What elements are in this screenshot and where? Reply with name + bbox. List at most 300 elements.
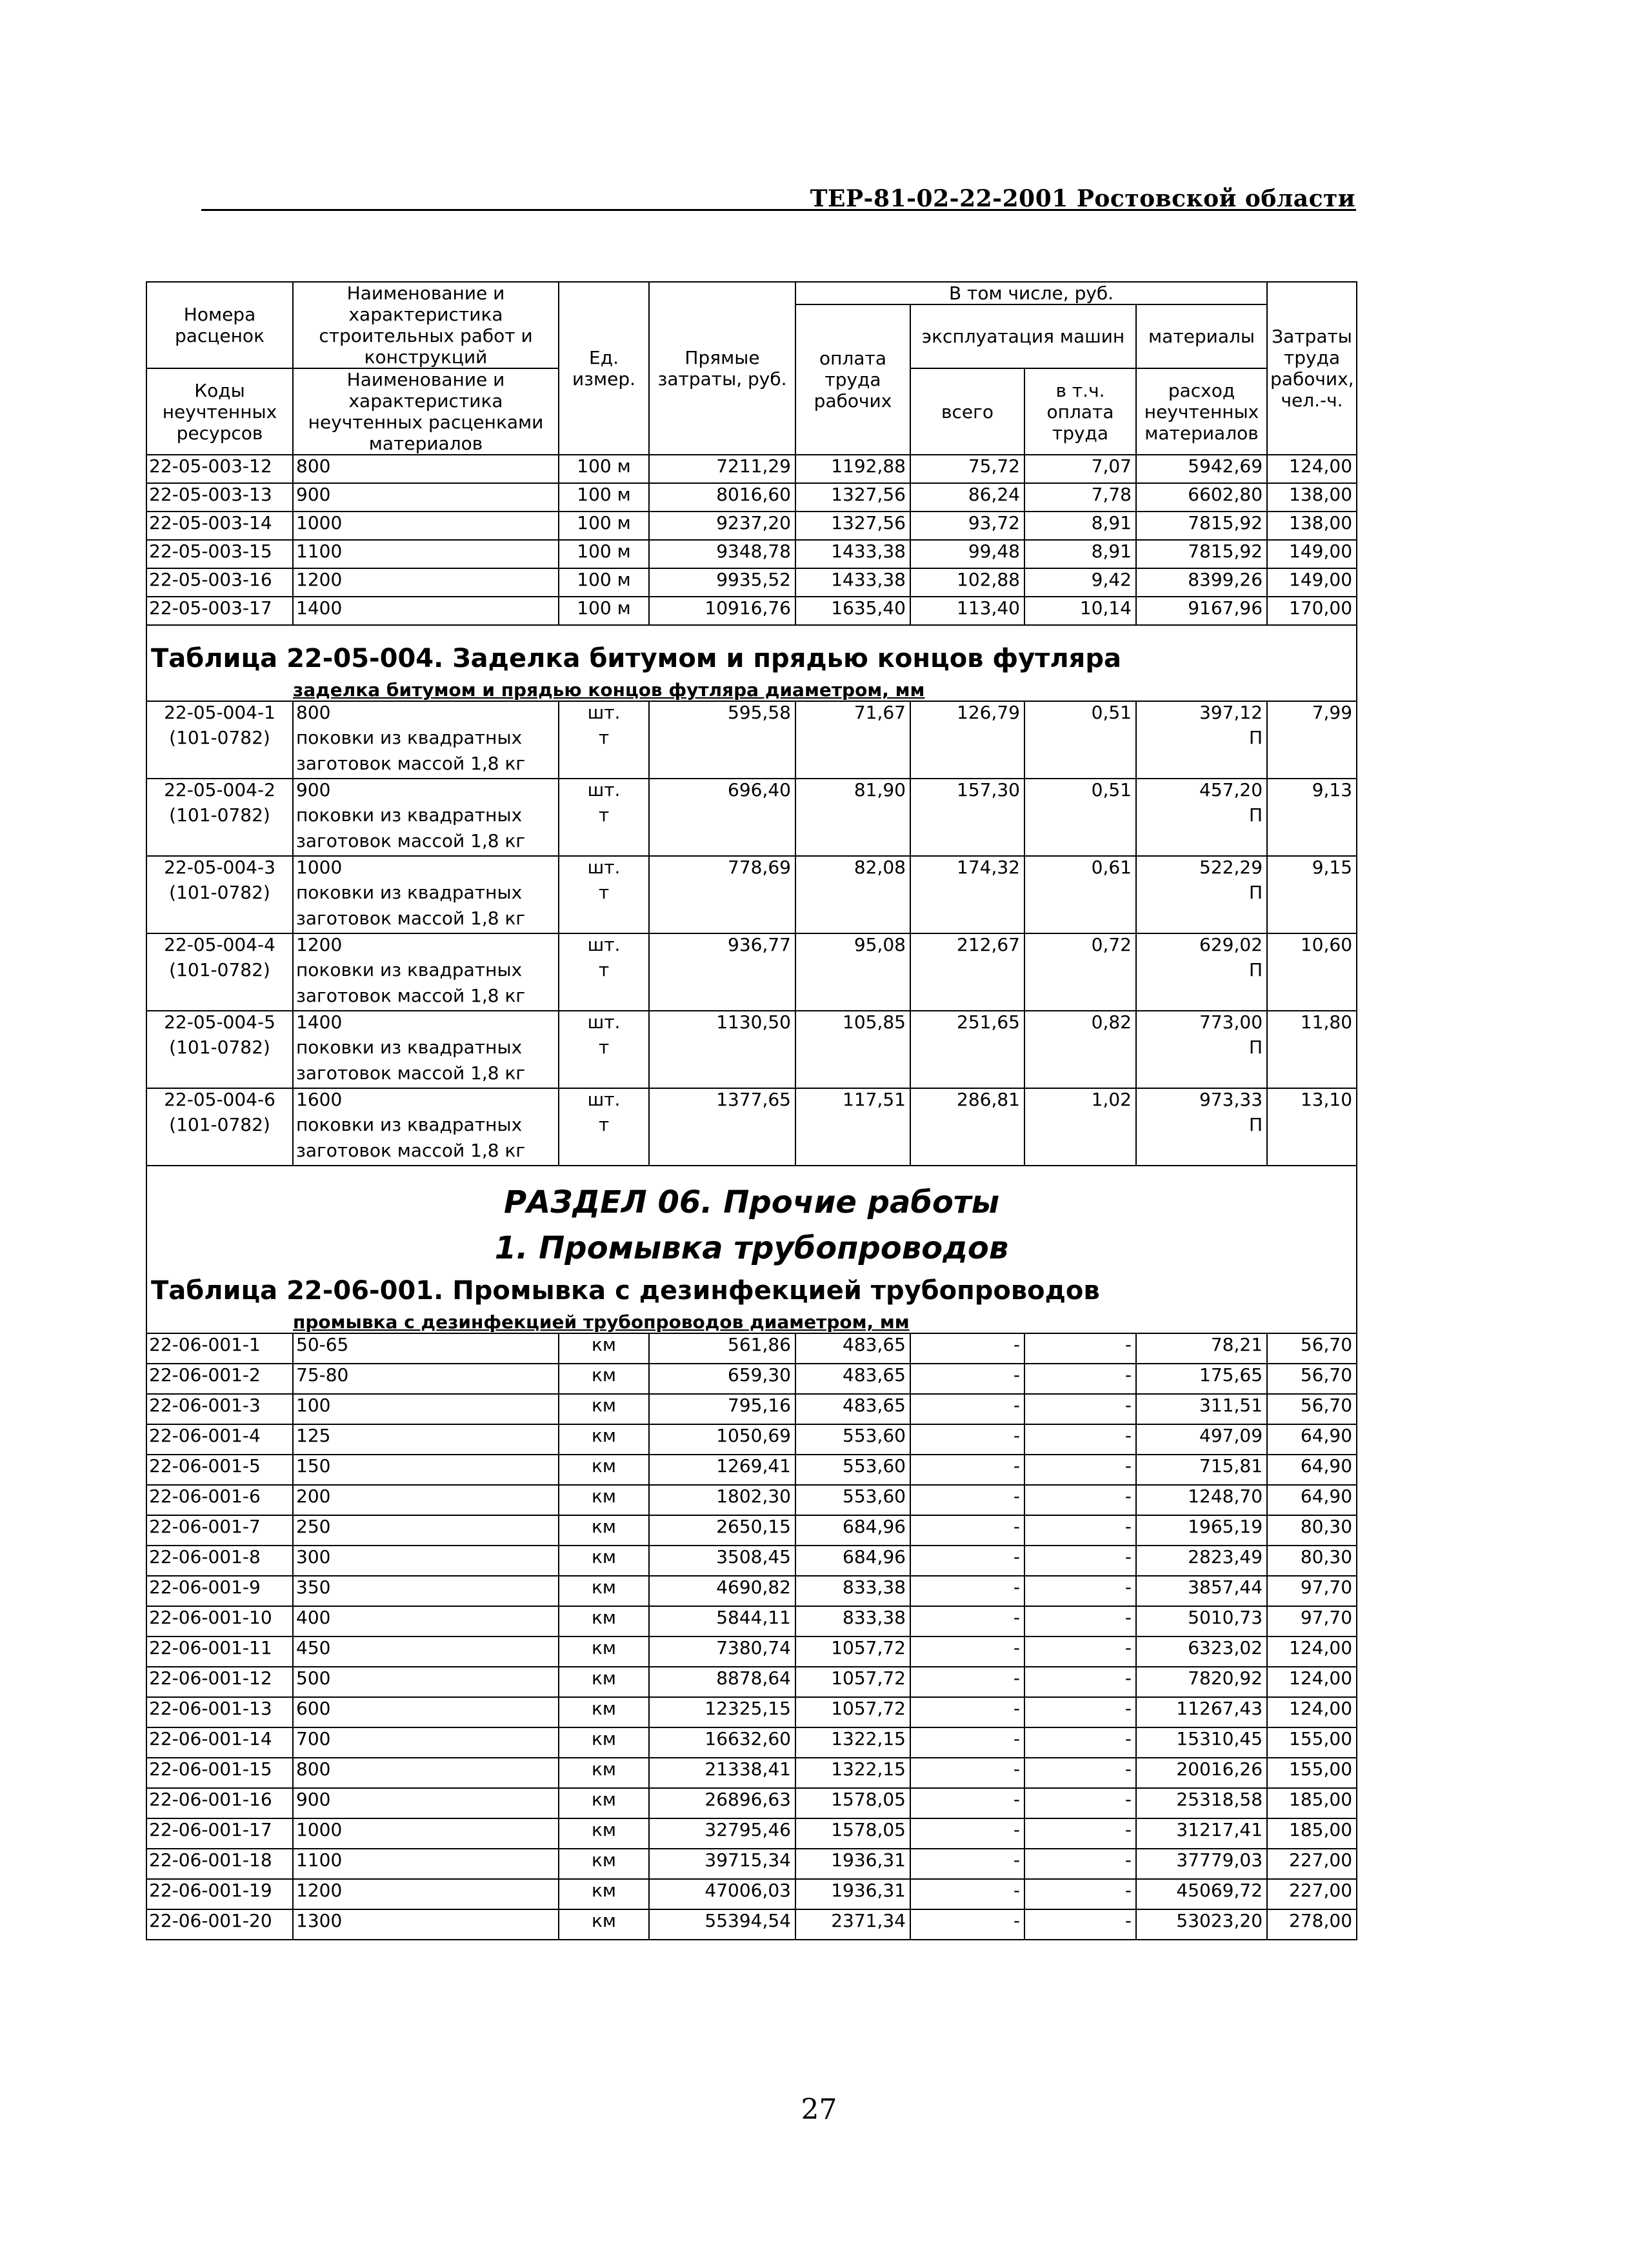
row-labor-cost: 149,00 (1267, 540, 1357, 568)
section-heading (146, 1166, 1357, 1333)
row-machines-labor: - (1024, 1455, 1136, 1485)
row-empty (649, 727, 795, 753)
rates-table (146, 281, 1357, 1940)
col-incl-header: В том числе, руб. (795, 282, 1267, 304)
row-empty (146, 1140, 293, 1166)
row-unit: км (559, 1667, 649, 1697)
row-empty (649, 753, 795, 779)
row-empty (559, 753, 649, 779)
row-empty (910, 804, 1024, 830)
col-mach-labor-header: в т.ч. оплата труда (1024, 368, 1136, 455)
row-machines-labor: 0,82 (1024, 1011, 1136, 1037)
row-empty (1024, 882, 1136, 908)
row-empty (910, 985, 1024, 1011)
row-materials: 45069,72 (1136, 1879, 1267, 1909)
row-resource-code: (101-0782) (146, 727, 293, 753)
table1-body (146, 455, 1357, 625)
row-materials: 773,00 (1136, 1011, 1267, 1037)
row-direct-cost: 9237,20 (649, 512, 795, 540)
row-empty (559, 985, 649, 1011)
row-direct-cost: 26896,63 (649, 1788, 795, 1818)
row-machines: 157,30 (910, 779, 1024, 804)
row-empty (146, 985, 293, 1011)
row-labor-cost: 149,00 (1267, 568, 1357, 597)
row-direct-cost: 55394,54 (649, 1909, 795, 1940)
row-resource-code: (101-0782) (146, 882, 293, 908)
row-empty (649, 804, 795, 830)
row-empty (795, 1114, 910, 1140)
row-unit: км (559, 1818, 649, 1849)
row-materials: 7815,92 (1136, 540, 1267, 568)
row-labor-cost: 97,70 (1267, 1606, 1357, 1636)
row-machines: - (910, 1788, 1024, 1818)
col-direct-header: Прямые затраты, руб. (649, 282, 795, 455)
row-name: 800 (293, 455, 559, 483)
row-labor-pay: 82,08 (795, 856, 910, 882)
row-labor-cost: 64,90 (1267, 1455, 1357, 1485)
row-machines-labor: 0,51 (1024, 779, 1136, 804)
table-row (146, 1879, 1357, 1909)
row-name: 350 (293, 1576, 559, 1606)
row-code: 22-06-001-14 (146, 1727, 293, 1758)
row-labor-cost: 227,00 (1267, 1879, 1357, 1909)
row-empty (1024, 959, 1136, 985)
table-row (146, 1606, 1357, 1636)
col-labor-pay-header: оплата труда рабочих (795, 304, 910, 455)
table-row-resource (146, 882, 1357, 908)
row-code: 22-06-001-15 (146, 1758, 293, 1788)
row-labor-pay: 1578,05 (795, 1818, 910, 1849)
row-code: 22-05-004-4 (146, 933, 293, 959)
row-machines-labor: - (1024, 1727, 1136, 1758)
row-materials: 53023,20 (1136, 1909, 1267, 1940)
row-code: 22-06-001-13 (146, 1697, 293, 1727)
row-direct-cost: 561,86 (649, 1333, 795, 1364)
row-empty (559, 1140, 649, 1166)
row-empty (649, 908, 795, 933)
row-direct-cost: 32795,46 (649, 1818, 795, 1849)
row-labor-cost: 9,13 (1267, 779, 1357, 804)
table-row (146, 1818, 1357, 1849)
row-machines: 113,40 (910, 597, 1024, 625)
table-row (146, 1088, 1357, 1114)
row-empty (795, 804, 910, 830)
col-code-header: Номера расценок (146, 282, 293, 368)
row-empty (910, 830, 1024, 856)
row-machines: - (910, 1636, 1024, 1667)
row-labor-pay: 81,90 (795, 779, 910, 804)
row-unit: км (559, 1424, 649, 1455)
row-labor-pay: 71,67 (795, 701, 910, 727)
row-name: 700 (293, 1727, 559, 1758)
row-empty (1024, 908, 1136, 933)
row-code: 22-06-001-3 (146, 1394, 293, 1424)
row-code: 22-06-001-17 (146, 1818, 293, 1849)
row-labor-pay: 1057,72 (795, 1697, 910, 1727)
row-name: 250 (293, 1515, 559, 1546)
row-empty (1267, 908, 1357, 933)
row-materials: 3857,44 (1136, 1576, 1267, 1606)
row-empty (1267, 959, 1357, 985)
row-unit: км (559, 1636, 649, 1667)
row-labor-cost: 7,99 (1267, 701, 1357, 727)
table-row (146, 779, 1357, 804)
row-machines-labor: 0,72 (1024, 933, 1136, 959)
row-empty (795, 882, 910, 908)
row-labor-pay: 1433,38 (795, 540, 910, 568)
row-labor-pay: 1057,72 (795, 1636, 910, 1667)
row-machines: - (910, 1909, 1024, 1940)
row-unit: км (559, 1606, 649, 1636)
row-machines-labor: 10,14 (1024, 597, 1136, 625)
row-labor-pay: 2371,34 (795, 1909, 910, 1940)
row-empty (1267, 727, 1357, 753)
row-code: 22-06-001-4 (146, 1424, 293, 1455)
row-empty (146, 1062, 293, 1088)
row-resource-code: (101-0782) (146, 1114, 293, 1140)
row-machines: - (910, 1333, 1024, 1364)
row-code: 22-06-001-18 (146, 1849, 293, 1879)
row-materials: 497,09 (1136, 1424, 1267, 1455)
row-resource-name: заготовок массой 1,8 кг (293, 908, 559, 933)
table2-body (146, 701, 1357, 1166)
row-unit: км (559, 1485, 649, 1515)
header-rule (201, 209, 1356, 211)
row-machines: - (910, 1546, 1024, 1576)
row-labor-cost: 170,00 (1267, 597, 1357, 625)
col-unit-header: Ед. измер. (559, 282, 649, 455)
row-direct-cost: 795,16 (649, 1394, 795, 1424)
row-unit: шт. (559, 933, 649, 959)
col-name-header: Наименование и характеристика строительных работ и конструкций (293, 282, 559, 368)
row-machines: 93,72 (910, 512, 1024, 540)
row-empty (1267, 882, 1357, 908)
row-resource-name: поковки из квадратных (293, 1037, 559, 1062)
row-machines: 86,24 (910, 483, 1024, 512)
row-direct-cost: 1050,69 (649, 1424, 795, 1455)
table-row-resource (146, 959, 1357, 985)
row-unit: км (559, 1849, 649, 1879)
row-resource-unit: т (559, 959, 649, 985)
row-labor-pay: 483,65 (795, 1364, 910, 1394)
row-empty (795, 727, 910, 753)
row-labor-cost: 185,00 (1267, 1818, 1357, 1849)
row-unit: км (559, 1333, 649, 1364)
table3-subtitle: промывка с дезинфекцией трубопроводов диаметром, мм (146, 1311, 1357, 1333)
row-code: 22-05-004-5 (146, 1011, 293, 1037)
row-labor-pay: 95,08 (795, 933, 910, 959)
section-title: РАЗДЕЛ 06. Прочие работы (146, 1166, 1357, 1221)
row-direct-cost: 5844,11 (649, 1606, 795, 1636)
row-labor-cost: 10,60 (1267, 933, 1357, 959)
row-empty (1024, 1062, 1136, 1088)
row-resource-code: (101-0782) (146, 959, 293, 985)
table-row (146, 933, 1357, 959)
row-empty (1267, 1114, 1357, 1140)
row-direct-cost: 1269,41 (649, 1455, 795, 1485)
row-materials: 9167,96 (1136, 597, 1267, 625)
page-number: 27 (801, 2093, 837, 2126)
row-empty (1024, 830, 1136, 856)
row-name: 450 (293, 1636, 559, 1667)
row-code: 22-05-004-2 (146, 779, 293, 804)
row-labor-cost: 138,00 (1267, 512, 1357, 540)
row-machines-labor: 0,51 (1024, 701, 1136, 727)
table-row (146, 1727, 1357, 1758)
row-machines-labor: - (1024, 1606, 1136, 1636)
row-direct-cost: 778,69 (649, 856, 795, 882)
table-row (146, 1576, 1357, 1606)
row-materials: 8399,26 (1136, 568, 1267, 597)
row-empty (1024, 753, 1136, 779)
table-row-resource (146, 727, 1357, 753)
row-machines: 126,79 (910, 701, 1024, 727)
table-row (146, 455, 1357, 483)
row-labor-pay: 684,96 (795, 1546, 910, 1576)
row-code: 22-05-004-3 (146, 856, 293, 882)
row-empty (910, 1140, 1024, 1166)
row-direct-cost: 1377,65 (649, 1088, 795, 1114)
row-machines-labor: 1,02 (1024, 1088, 1136, 1114)
row-labor-pay: 833,38 (795, 1606, 910, 1636)
row-unit: км (559, 1727, 649, 1758)
row-labor-cost: 155,00 (1267, 1727, 1357, 1758)
row-empty (1267, 985, 1357, 1011)
row-code: 22-06-001-8 (146, 1546, 293, 1576)
row-unit: км (559, 1546, 649, 1576)
row-empty (559, 908, 649, 933)
row-name: 1600 (293, 1088, 559, 1114)
row-machines-labor: - (1024, 1636, 1136, 1667)
row-machines: - (910, 1485, 1024, 1515)
row-name: 1200 (293, 568, 559, 597)
row-machines: 102,88 (910, 568, 1024, 597)
row-materials-flag: П (1136, 804, 1267, 830)
row-materials-flag: П (1136, 882, 1267, 908)
row-direct-cost: 8016,60 (649, 483, 795, 512)
row-resource-unit: т (559, 1114, 649, 1140)
row-empty (1024, 727, 1136, 753)
row-empty (1024, 804, 1136, 830)
row-unit: км (559, 1697, 649, 1727)
row-unit: км (559, 1515, 649, 1546)
row-direct-cost: 9348,78 (649, 540, 795, 568)
row-empty (649, 882, 795, 908)
row-unit: шт. (559, 701, 649, 727)
row-unit: шт. (559, 1011, 649, 1037)
row-machines-labor: - (1024, 1546, 1136, 1576)
row-resource-name: заготовок массой 1,8 кг (293, 830, 559, 856)
row-code: 22-05-004-6 (146, 1088, 293, 1114)
row-machines: - (910, 1515, 1024, 1546)
row-code: 22-06-001-6 (146, 1485, 293, 1515)
row-materials: 973,33 (1136, 1088, 1267, 1114)
row-labor-pay: 553,60 (795, 1455, 910, 1485)
row-materials: 31217,41 (1136, 1818, 1267, 1849)
row-empty (795, 959, 910, 985)
row-resource-code: (101-0782) (146, 1037, 293, 1062)
row-empty (795, 1140, 910, 1166)
table2-subtitle: заделка битумом и прядью концов футляра диаметром, мм (146, 679, 1357, 701)
row-empty (649, 1114, 795, 1140)
row-unit: 100 м (559, 597, 649, 625)
row-machines: 75,72 (910, 455, 1024, 483)
row-unit: км (559, 1788, 649, 1818)
row-resource-unit: т (559, 804, 649, 830)
row-unit: 100 м (559, 483, 649, 512)
row-code: 22-06-001-16 (146, 1788, 293, 1818)
row-empty (795, 1037, 910, 1062)
row-materials: 2823,49 (1136, 1546, 1267, 1576)
row-labor-cost: 56,70 (1267, 1394, 1357, 1424)
row-direct-cost: 1130,50 (649, 1011, 795, 1037)
row-machines-labor: 7,78 (1024, 483, 1136, 512)
row-labor-cost: 185,00 (1267, 1788, 1357, 1818)
row-unit: 100 м (559, 568, 649, 597)
table-row (146, 1011, 1357, 1037)
row-materials: 7820,92 (1136, 1667, 1267, 1697)
row-empty (910, 1114, 1024, 1140)
row-name: 800 (293, 701, 559, 727)
table-row (146, 512, 1357, 540)
col-labor-cost-header: Затраты труда рабочих, чел.-ч. (1267, 282, 1357, 455)
row-unit: км (559, 1455, 649, 1485)
row-labor-pay: 483,65 (795, 1333, 910, 1364)
row-materials: 175,65 (1136, 1364, 1267, 1394)
row-empty (649, 959, 795, 985)
row-direct-cost: 16632,60 (649, 1727, 795, 1758)
row-labor-cost: 155,00 (1267, 1758, 1357, 1788)
row-machines-labor: - (1024, 1515, 1136, 1546)
row-empty (559, 1062, 649, 1088)
table-row (146, 856, 1357, 882)
header-title: ТЕР-81-02-22-2001 Ростовской области (810, 185, 1355, 212)
row-materials: 5010,73 (1136, 1606, 1267, 1636)
row-resource-name: поковки из квадратных (293, 804, 559, 830)
table-row-resource (146, 985, 1357, 1011)
row-empty (910, 727, 1024, 753)
row-materials: 6602,80 (1136, 483, 1267, 512)
row-labor-pay: 1192,88 (795, 455, 910, 483)
row-empty (910, 1062, 1024, 1088)
row-unit: км (559, 1364, 649, 1394)
row-unit: км (559, 1576, 649, 1606)
table-row (146, 1788, 1357, 1818)
table-row (146, 597, 1357, 625)
row-name: 900 (293, 483, 559, 512)
row-code: 22-06-001-2 (146, 1364, 293, 1394)
row-direct-cost: 12325,15 (649, 1697, 795, 1727)
row-labor-pay: 1327,56 (795, 512, 910, 540)
row-machines-labor: 0,61 (1024, 856, 1136, 882)
row-materials: 1965,19 (1136, 1515, 1267, 1546)
row-materials: 20016,26 (1136, 1758, 1267, 1788)
row-labor-cost: 124,00 (1267, 455, 1357, 483)
row-labor-cost: 13,10 (1267, 1088, 1357, 1114)
row-name: 125 (293, 1424, 559, 1455)
row-machines: - (910, 1455, 1024, 1485)
table-row (146, 1364, 1357, 1394)
row-empty (1267, 753, 1357, 779)
row-materials-flag: П (1136, 1114, 1267, 1140)
row-direct-cost: 2650,15 (649, 1515, 795, 1546)
row-labor-cost: 124,00 (1267, 1667, 1357, 1697)
table-row (146, 1546, 1357, 1576)
table-row (146, 1849, 1357, 1879)
row-empty (1136, 753, 1267, 779)
row-empty (910, 908, 1024, 933)
row-materials: 7815,92 (1136, 512, 1267, 540)
row-materials-flag: П (1136, 1037, 1267, 1062)
row-labor-cost: 80,30 (1267, 1515, 1357, 1546)
row-code: 22-05-003-12 (146, 455, 293, 483)
row-name: 1000 (293, 856, 559, 882)
row-materials: 78,21 (1136, 1333, 1267, 1364)
row-labor-pay: 117,51 (795, 1088, 910, 1114)
row-machines-labor: 8,91 (1024, 512, 1136, 540)
row-name: 50-65 (293, 1333, 559, 1364)
row-machines: 99,48 (910, 540, 1024, 568)
row-labor-pay: 553,60 (795, 1424, 910, 1455)
row-empty (559, 830, 649, 856)
table-row (146, 1333, 1357, 1364)
row-code: 22-06-001-12 (146, 1667, 293, 1697)
row-labor-cost: 9,15 (1267, 856, 1357, 882)
row-empty (1267, 1140, 1357, 1166)
row-labor-cost: 56,70 (1267, 1364, 1357, 1394)
row-machines: 174,32 (910, 856, 1024, 882)
row-empty (1267, 830, 1357, 856)
row-empty (1136, 1062, 1267, 1088)
table-row (146, 1758, 1357, 1788)
row-labor-pay: 1322,15 (795, 1727, 910, 1758)
row-empty (1136, 985, 1267, 1011)
row-machines: - (910, 1727, 1024, 1758)
row-empty (910, 959, 1024, 985)
row-labor-cost: 80,30 (1267, 1546, 1357, 1576)
row-machines: - (910, 1576, 1024, 1606)
table2-title: Таблица 22-05-004. Заделка битумом и прядью концов футляра (146, 625, 1357, 679)
row-machines-labor: - (1024, 1697, 1136, 1727)
row-name: 75-80 (293, 1364, 559, 1394)
table-row-resource (146, 1037, 1357, 1062)
row-empty (649, 1062, 795, 1088)
row-direct-cost: 1802,30 (649, 1485, 795, 1515)
row-machines-labor: - (1024, 1394, 1136, 1424)
row-empty (910, 1037, 1024, 1062)
row-unit: шт. (559, 1088, 649, 1114)
row-labor-pay: 1578,05 (795, 1788, 910, 1818)
row-code: 22-06-001-19 (146, 1879, 293, 1909)
row-empty (1024, 1037, 1136, 1062)
table-row (146, 1667, 1357, 1697)
row-empty (795, 1062, 910, 1088)
row-unit: шт. (559, 856, 649, 882)
table-row-resource (146, 908, 1357, 933)
row-labor-cost: 138,00 (1267, 483, 1357, 512)
row-code: 22-06-001-11 (146, 1636, 293, 1667)
row-name: 400 (293, 1606, 559, 1636)
table-row-resource (146, 830, 1357, 856)
row-name: 1100 (293, 540, 559, 568)
row-labor-cost: 97,70 (1267, 1576, 1357, 1606)
row-materials: 25318,58 (1136, 1788, 1267, 1818)
row-machines: - (910, 1818, 1024, 1849)
row-materials: 397,12 (1136, 701, 1267, 727)
row-empty (649, 830, 795, 856)
row-machines-labor: 8,91 (1024, 540, 1136, 568)
row-labor-pay: 1433,38 (795, 568, 910, 597)
